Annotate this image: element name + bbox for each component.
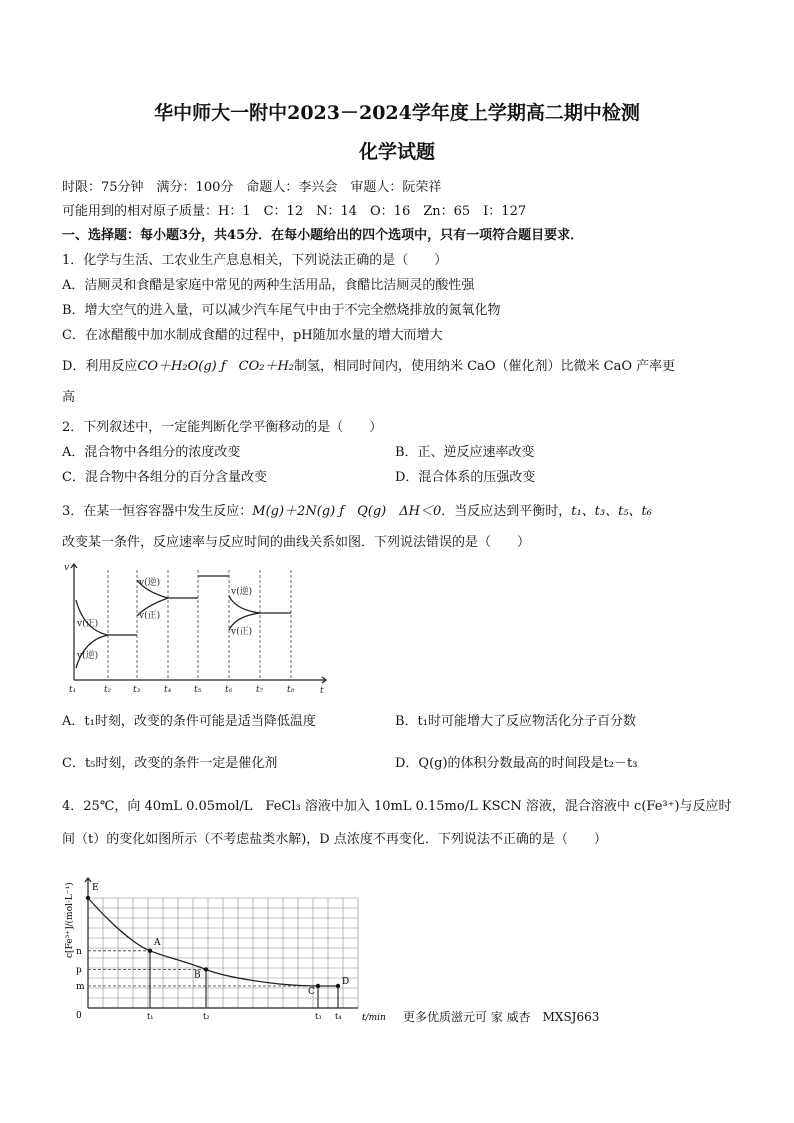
q3-option-a: A．t₁时刻，改变的条件可能是适当降低温度 xyxy=(62,714,316,729)
q4-point-E xyxy=(86,896,90,900)
q3-label-vreverse-1: v(逆) xyxy=(77,651,99,661)
q3-tick-t3: t₃ xyxy=(133,685,141,695)
q4-y-tick: n xyxy=(76,946,82,957)
q3-tick-t4: t₄ xyxy=(164,685,172,695)
q4-point-label: D xyxy=(342,977,350,987)
q4-point-label: C xyxy=(308,987,315,997)
exam-meta: 时限：75分钟 满分：100分 命题人：李兴会 审题人：阮荣祥 xyxy=(62,180,442,195)
q1-option-c: C．在冰醋酸中加水制成食醋的过程中，pH随加水量的增大而增大 xyxy=(62,328,443,343)
q4-x-tick: t₃ xyxy=(315,1012,322,1021)
q3-label-vreverse-2: v(逆) xyxy=(139,578,161,588)
q3-tick-t7: t₇ xyxy=(256,685,264,695)
q3-option-c: C．t₅时刻，改变的条件一定是催化剂 xyxy=(62,756,278,771)
q4-y-tick: m xyxy=(76,982,85,992)
q4-y-label: c[Fe³⁺]/(mol·L⁻¹) xyxy=(65,882,75,958)
atomic-masses: 可能用到的相对原子质量：H：1 C：12 N：14 O：16 Zn：65 I：127 xyxy=(62,204,527,219)
q2-option-a: A．混合物中各组分的浓度改变 xyxy=(62,445,241,460)
q2-stem: 2．下列叙述中，一定能判断化学平衡移动的是（ ） xyxy=(62,420,383,435)
q1-option-a: A．洁厕灵和食醋是家庭中常见的两种生活用品，食醋比洁厕灵的酸性强 xyxy=(62,278,475,293)
q4-concentration-chart xyxy=(62,858,402,1023)
q2-option-d: D．混合体系的压强改变 xyxy=(395,470,536,485)
q3-stem-prefix: 3．在某一恒容容器中发生反应： xyxy=(62,504,253,519)
q3-curve-v-forward-1 xyxy=(76,600,108,635)
q4-x-tick: t₄ xyxy=(335,1012,342,1021)
q4-fe-curve xyxy=(88,898,338,986)
q4-x-tick: t₂ xyxy=(203,1012,210,1021)
q1-d-equation: CO＋H₂O(g) ƒ CO₂＋H₂ xyxy=(137,359,295,374)
q2-option-b: B．正、逆反应速率改变 xyxy=(395,445,535,460)
footer-note: 更多优质滋元可 家 威杏 MXSJ663 xyxy=(403,1010,600,1024)
q3-option-d: D．Q(g)的体积分数最高的时间段是t₂－t₃ xyxy=(395,756,638,771)
q4-point-label: A xyxy=(154,937,161,948)
q3-x-label: t xyxy=(320,686,324,696)
q3-rate-chart xyxy=(64,558,334,698)
q1-option-b: B．增大空气的进入量，可以减少汽车尾气中由于不完全燃烧排放的氮氧化物 xyxy=(62,303,501,318)
q3-option-b: B．t₁时可能增大了反应物活化分子百分数 xyxy=(395,714,636,729)
q4-stem-2: 间（t）的变化如图所示（不考虑盐类水解)，D 点浓度不再变化．下列说法不正确的是（ ） xyxy=(62,832,607,847)
q3-y-label: v xyxy=(64,563,70,573)
q4-x-tick: t₁ xyxy=(147,1012,154,1021)
q3-curve-v-reverse-3 xyxy=(229,596,260,613)
q3-stem-2: 改变某一条件，反应速率与反应时间的曲线关系如图．下列说法错误的是（ ） xyxy=(62,535,531,550)
q1-d-prefix: D．利用反应 xyxy=(62,359,138,374)
q4-y-tick: p xyxy=(76,965,82,976)
q3-label-vforward-3: v(正) xyxy=(231,627,253,637)
q4-stem: 4．25℃，向 40mL 0.05mol/L FeCl₃ 溶液中加入 10mL 0.15mo/L KSCN 溶液，混合溶液中 c(Fe³⁺)与反应时 xyxy=(62,799,732,814)
q1-stem: 1．化学与生活、工农业生产息息相关，下列说法正确的是（ ） xyxy=(62,253,448,268)
page-title: 华中师大一附中2023－2024学年度上学期高二期中检测 xyxy=(154,102,640,124)
q1-d-suffix: 制氢，相同时间内，使用纳米 CaO（催化剂）比微米 CaO 产率更 xyxy=(294,359,676,374)
q1-option-d xyxy=(62,355,675,374)
q3-tick-t1: t₁ xyxy=(69,685,77,695)
q3-stem xyxy=(62,500,652,519)
q4-x-label: t/min xyxy=(362,1013,386,1023)
section-heading: 一、选择题：每小题3分，共45分．在每小题给出的四个选项中，只有一项符合题目要求． xyxy=(62,228,584,243)
q3-label-vreverse-3: v(逆) xyxy=(231,587,253,597)
q4-point-label: E xyxy=(92,883,99,893)
q3-tick-t5: t₅ xyxy=(194,685,202,695)
q4-origin: 0 xyxy=(76,1011,82,1021)
q3-equation: M(g)＋2N(g) ƒ Q(g) ΔH＜0 xyxy=(252,504,442,519)
q3-tick-t6: t₆ xyxy=(225,685,233,695)
page-subtitle: 化学试题 xyxy=(358,141,435,163)
q3-tick-t2: t₂ xyxy=(104,685,112,695)
q4-point-B xyxy=(204,967,208,971)
q3-times: t₁、t₃、t₅、t₆ xyxy=(571,504,652,519)
q4-point-label: B xyxy=(194,970,201,981)
q4-point-D xyxy=(336,984,340,988)
q3-tick-t8: t₈ xyxy=(287,685,295,695)
q3-stem-mid: ．当反应达到平衡时， xyxy=(441,504,572,519)
q3-label-vforward-2: v(正) xyxy=(139,611,161,621)
q3-label-vforward-1: v(正) xyxy=(77,619,99,629)
q2-option-c: C．混合物中各组分的百分含量改变 xyxy=(62,470,267,485)
q4-point-A xyxy=(148,949,152,953)
q1-option-d-cont: 高 xyxy=(62,390,76,405)
q4-point-C xyxy=(316,984,320,988)
